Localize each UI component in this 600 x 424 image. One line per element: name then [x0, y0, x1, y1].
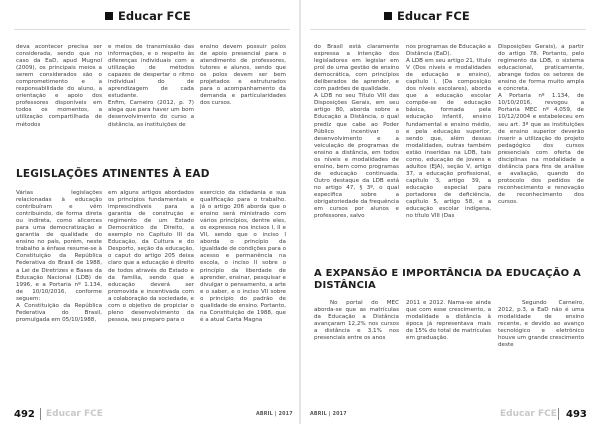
footer-date: ABRIL | 2017: [310, 412, 347, 417]
text-column-2: nos programas de Educação a Distância (EaD). A LDB em seu artigo 21, título V (Dos níveis e modalidades de educação e ensino), capítulo I, (Da composição dos níveis escolares), aborda que a educação escolar compõe-se de educação básica, formada pela educação infantil, ensino fundamental e ensino médio, e pela educação superior, sendo que, além dessas modalidades, outras também estão inseridas na LDB, tais como, educação de jovens e adultos (EJA), seção V, artigo 37, a educação profissional, capítulo 3, artigo 39, a educação especial para portadores de deficiência, capítulo 5, artigo 58, e a educação escolar indígena, no título VIII (Das: [406, 44, 491, 220]
page-header: [105, 9, 191, 23]
header-rule: [310, 29, 586, 30]
text-column-4: Várias legislações relacionadas à educação contribuíram e vêm contribuindo, de forma direta ou indireta, como alicerces para uma democratização e garantia de qualidade do ensino no país, porém, neste trabalho a ênfase resume-se à Constituição da República Federativa do Brasil de 1988, a Lei de Diretrizes e Bases da Educação Nacional (LDB) de 1996, e a Portaria nº 1.134, de 10/10/2016, conforme seguem: A Constituição da República Federativa do Brasil, promulgada em 05/10/1988,: [16, 190, 102, 323]
text-column-1: do Brasil está claramente expressa a intenção dos legisladores em legislar em prol de uma gestão de ensino democrática, com princípios deliberados de aprender, e com padrões de qualidade. A LDB no seu Título VIII das Disposições Gerais, em seu artigo 80, aborda sobre a Educação a Distância, o qual prediz que cabe ao Poder Público incentivar o desenvolvimento e a veiculação de programas de ensino a distância, em todos os níveis e modalidades de ensino, bem como programas de educação continuada. Outro destaque da LDB está no artigo 47, § 3º, o qual especifica sobre a obrigatoriedade da frequência em cursos por alunos e professores, salvo: [314, 44, 399, 220]
footer-divider: [558, 408, 559, 420]
footer-divider: [40, 408, 41, 420]
text-column-4: No portal do MEC aborda-se que as matrículas da Educação a Distância avançaram 12,2% nos cursos a distância e 3,1% nos presenciais entre os anos: [314, 300, 399, 342]
section-heading: LEGISLAÇÕES ATINENTES À EAD: [16, 168, 210, 180]
footer-date: ABRIL | 2017: [256, 412, 293, 417]
page-header: [384, 9, 470, 23]
footer-brand: Educar FCE: [500, 409, 557, 419]
header-title: Educar FCE: [118, 9, 191, 23]
text-column-6: exercício da cidadania e sua qualificação para o trabalho. Já o artigo 206 aborda que o ensino será ministrado com vários princípios, dentre eles, os expressos nos incisos I, II e VII, sendo que o inciso I aborda o princípio da igualdade de condições para o acesso e permanência na escola, o inciso II sobre o princípio da liberdade de aprender, ensinar, pesquisar e divulgar o pensamento, a arte e o saber, e o inciso VII sobre o princípio do padrão de qualidade de ensino. Portanto, na Constituição de 1988, que é a atual Carta Magna: [200, 190, 286, 323]
footer-brand: Educar FCE: [46, 409, 103, 419]
text-column-5: 2011 e 2012. Nama-se ainda que com esse crescimento, a modalidade a distância à época já representava mais de 15% do total de matrículas em graduação.: [406, 300, 491, 342]
text-column-3: ensino devem possuir polos de apoio presencial para o atendimento de professores, tutores e alunos, sendo que os polos devem ser bem projetados e estruturados para o acompanhamento da demanda e particularidades dos cursos.: [200, 44, 286, 107]
text-column-6: Segundo Carneiro, 2012, p.3, a EaD não é uma modalidade de ensino recente, e devido ao avanço tecnológico e eletrônico houve um grande crescimento deste: [498, 300, 584, 349]
square-bullet-icon: [384, 12, 392, 20]
page-number: 492: [14, 409, 35, 420]
header-title: Educar FCE: [397, 9, 470, 23]
text-column-2: e meios de transmissão das informações, e o respeito às diferenças individuais com a utilização de métodos capazes de despertar o ritmo individual do de aprendizagem de cada estudante. Enfim, Carneiro (2012, p. 7) alega que para haver um bom desenvolvimento do curso a distância, as instituições de: [108, 44, 194, 128]
section-heading: A EXPANSÃO E IMPORTÂNCIA DA EDUCAÇÃO A DISTÂNCIA: [314, 268, 581, 291]
square-bullet-icon: [105, 12, 113, 20]
text-column-1: deva acontecer precisa ser considerada, sendo que no caso da EaD, apud Mugnol (2009), os principais meios a serem considerados são o comprometimento e a responsabilidade do aluno, a orientação e apoio dos professores disponíveis em todos os momentos, a utilização compartilhada de métodos: [16, 44, 102, 128]
page-number: 493: [566, 409, 587, 420]
header-rule: [14, 29, 290, 30]
right-page: [300, 0, 600, 424]
page-footer: [300, 406, 600, 424]
page-footer: [0, 406, 300, 424]
text-column-3: Disposições Gerais), a partir do artigo 78. Portanto, pelo regimento da LDB, o sistema educacional, praticamente, abrange todos os setores de ensino de forma muito ampla e concreta. A Portaria nº 1.134, de 10/10/2016, revogou a Portaria MEC nº 4.059, de 10/12/2004 e estabeleceu em seu art. 3º que as instituições de ensino superior deverão inserir a utilização do projeto pedagógico dos cursos presenciais com oferta de disciplinas na modalidade a distância para fins de análise e avaliação, quando do protocolo dos pedidos de reconhecimento e renovação de reconhecimento dos cursos.: [498, 44, 584, 206]
text-column-5: em alguns artigos abordados os princípios fundamentais e imprescindíveis para a garantia de construção e regimento de um Estado Democrático de Direito, a exemplo no Capítulo III da Educação, da Cultura e do Desporto, seção da educação, o caput do artigo 205 deixa claro que a educação é direito de todos através do Estado e da família, sendo que a educação deverá ser promovida e incentivada com a colaboração da sociedade, e com o objetivo de propiciar o pleno desenvolvimento da pessoa, seu preparo para o: [108, 190, 194, 323]
